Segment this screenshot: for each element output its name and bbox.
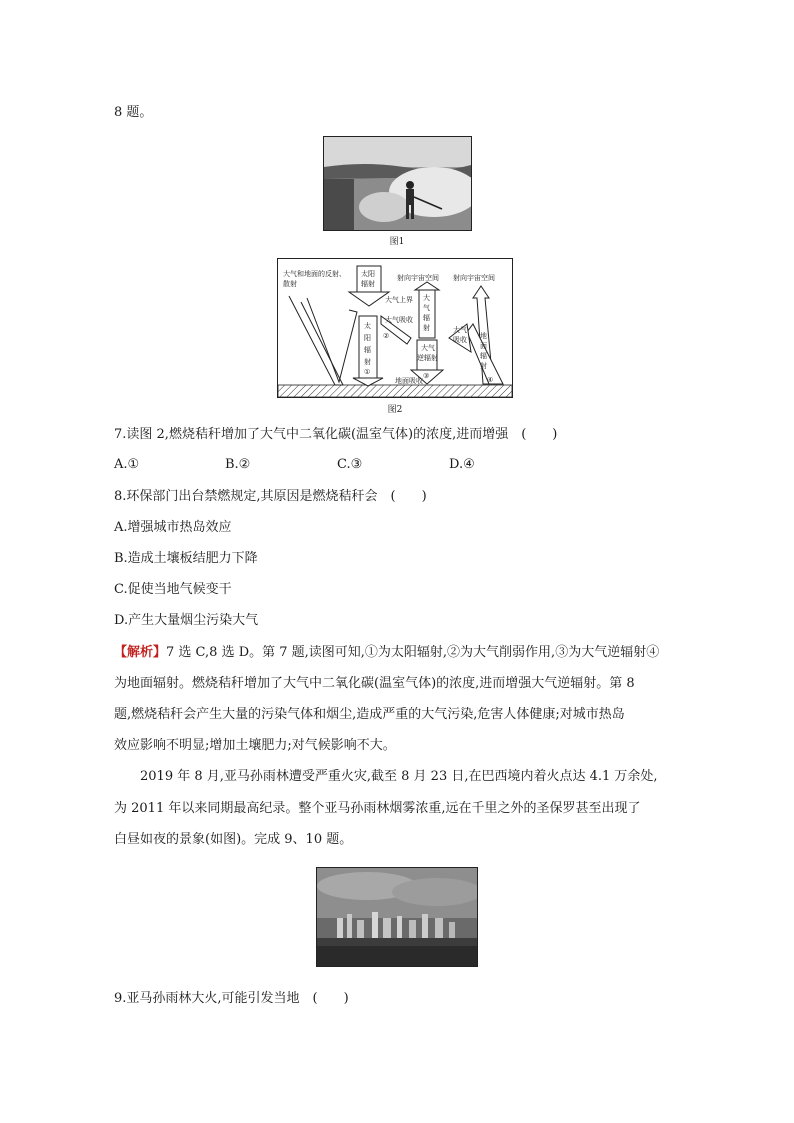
analysis-line4: 效应影响不明显;增加土壤肥力;对气候影响不大。: [114, 738, 396, 753]
passage-line1: 2019 年 8 月,亚马孙雨林遭受严重火灾,截至 8 月 23 日,在巴西境内着火点达 4.1 万余处,: [140, 769, 658, 784]
q7-option-b: B.②: [225, 457, 251, 472]
label-ground-absorb: 地面吸收: [395, 377, 423, 385]
label-solar-v-4: 射: [364, 358, 371, 366]
q9-stem: 9.亚马孙雨林大火,可能引发当地 ( ): [114, 991, 349, 1006]
city-smoke-image: [317, 868, 477, 966]
label-reflect-2: 散射: [283, 280, 297, 288]
q7-option-d: D.④: [449, 457, 475, 472]
label-ground-v-1: 地: [480, 332, 487, 340]
label-counter-1: 大气: [421, 344, 435, 352]
label-reflect-1: 大气和地面的反射、: [283, 270, 346, 278]
label-circle1: ①: [364, 368, 371, 376]
figure2-caption: 图2: [387, 405, 403, 415]
label-solar-2: 辐射: [361, 280, 375, 288]
label-circle2: ②: [383, 332, 390, 340]
q7-stem: 7.读图 2,燃烧秸秆增加了大气中二氧化碳(温室气体)的浓度,进而增强 ( ): [114, 427, 558, 442]
q7-option-c: C.③: [337, 457, 363, 472]
q8-option-d: D.产生大量烟尘污染大气: [114, 613, 259, 628]
figure1-photo: [323, 136, 472, 231]
label-atm-absorb: 大气吸收: [385, 316, 413, 324]
passage-line3: 白昼如夜的景象(如图)。完成 9、10 题。: [114, 832, 353, 847]
figure3-photo: [316, 867, 478, 967]
label-atm-rad-2: 气: [423, 304, 430, 312]
q8-option-c: C.促使当地气候变干: [114, 582, 232, 597]
label-ground-v-4: 射: [480, 362, 487, 370]
q8-option-b: B.造成土壤板结肥力下降: [114, 551, 258, 566]
intro-text: 8 题。: [114, 105, 153, 120]
label-atm-rad-3: 辐: [423, 314, 430, 322]
analysis-line2: 为地面辐射。燃烧秸秆增加了大气中二氧化碳(温室气体)的浓度,进而增强大气逆辐射。第 8: [114, 676, 635, 691]
q7-option-a: A.①: [114, 457, 140, 472]
label-counter-2: 逆辐射: [417, 354, 438, 362]
label-absorb2-2: 吸收: [453, 336, 467, 344]
analysis-text1: 7 选 C,8 选 D。第 7 题,读图可知,①为太阳辐射,②为大气削弱作用,③为大气逆辐射④: [166, 645, 660, 660]
label-solar-v-1: 太: [364, 322, 371, 330]
q8-stem: 8.环保部门出台禁燃规定,其原因是燃烧秸秆会 ( ): [114, 489, 427, 504]
radiation-diagram: [277, 258, 513, 398]
label-solar-v-3: 辐: [364, 346, 371, 354]
radiation-diagram-svg: [277, 258, 513, 398]
label-atm-rad-1: 大: [423, 294, 430, 302]
analysis-line1: [114, 644, 659, 662]
label-space-1: 射向宇宙空间: [397, 274, 439, 282]
label-ground-v-2: 面: [480, 342, 487, 350]
straw-burning-image: [324, 137, 471, 230]
label-ground-v-3: 辐: [480, 352, 487, 360]
passage-line2: 为 2011 年以来同期最高纪录。整个亚马孙雨林烟雾浓重,远在千里之外的圣保罗甚至出现了: [114, 801, 641, 816]
analysis-line3: 题,燃烧秸秆会产生大量的污染气体和烟尘,造成严重的大气污染,危害人体健康;对城市热岛: [114, 707, 625, 722]
label-upper-atm: 大气上界: [385, 296, 413, 304]
label-solar-v-2: 阳: [364, 334, 371, 342]
label-circle3: ③: [423, 372, 430, 380]
label-solar-1: 太阳: [361, 270, 375, 278]
label-absorb2-1: 大气: [453, 326, 467, 334]
figure1-caption: 图1: [389, 237, 405, 247]
label-circle4: ④: [487, 376, 494, 384]
label-space-2: 射向宇宙空间: [453, 274, 495, 282]
label-atm-rad-4: 射: [423, 324, 430, 332]
analysis-tag: 【解析】: [114, 645, 167, 660]
q8-option-a: A.增强城市热岛效应: [114, 520, 232, 535]
